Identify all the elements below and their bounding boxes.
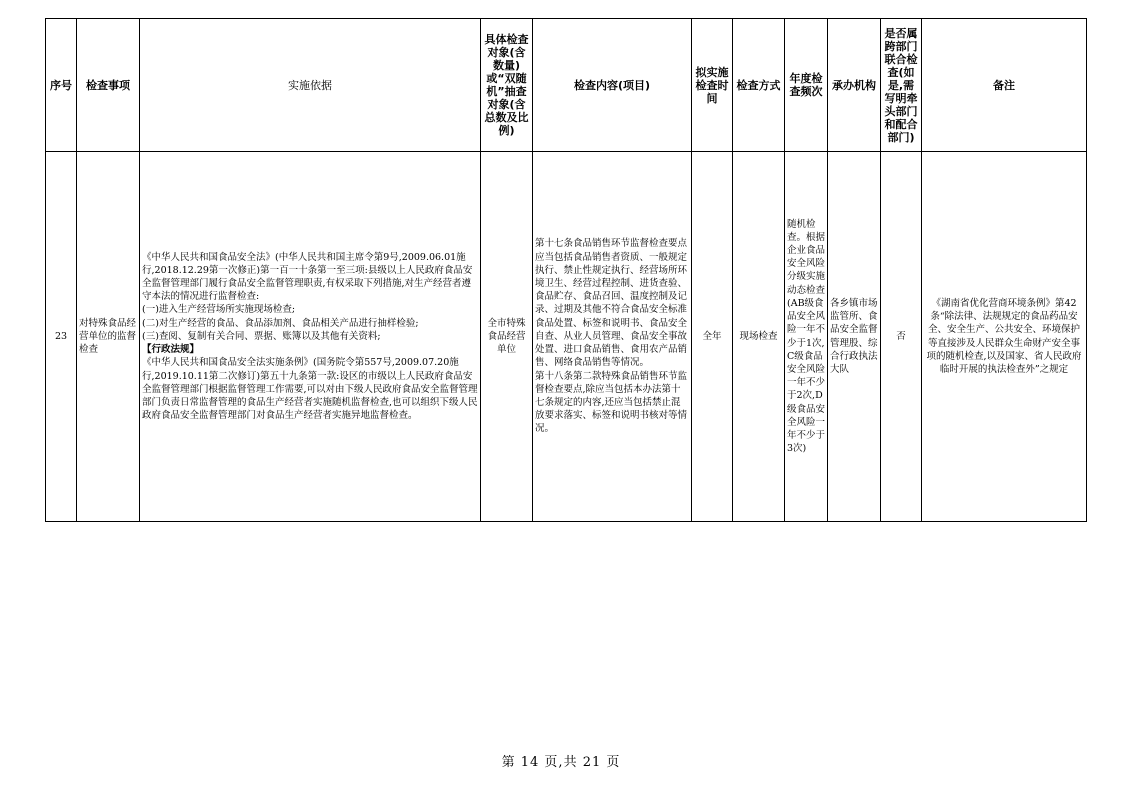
cell-content: 第十七条食品销售环节监督检查要点应当包括食品销售者资质、一般规定执行、禁止性规定执行、经营场所环境卫生、经营过程控制、进货查验、食品贮存、食品召回、温度控制及记录、过期及其他不符合食品安全标准食品处置、标签和说明书、食品安全自查、从业人员管理、食品安全事故处置、进口食品销售、食用农产品销售、网络食品销售等情况。 第十八条第二款特殊食品销售环节监督检查要点,除应当包括本办法第十七条规定的内容,还应当包括禁止混放要求落实、标签和说明书核对等情况。 xyxy=(533,152,692,522)
page-number: 第 14 页,共 21 页 xyxy=(501,755,621,770)
cell-agency: 各乡镇市场监管所、食品安全监督管理股、综合行政执法大队 xyxy=(828,152,881,522)
cell-seq: 23 xyxy=(46,152,77,522)
header-item: 检查事项 xyxy=(77,19,140,152)
cell-method: 现场检查 xyxy=(733,152,785,522)
cell-item: 对特殊食品经营单位的监督检查 xyxy=(77,152,140,522)
inspection-table xyxy=(45,18,1087,522)
header-time: 拟实施检查时间 xyxy=(692,19,733,152)
header-joint: 是否属跨部门联合检查(如是,需写明牵头部门和配合部门) xyxy=(881,19,922,152)
header-row xyxy=(46,19,1087,152)
header-content: 检查内容(项目) xyxy=(533,19,692,152)
basis-law-text: 《中华人民共和国食品安全法》(中华人民共和国主席令第9号,2009.06.01施行,2018.12.29第一次修正)第一百一十条第一至三项:县级以上人民政府食品安全监督管理部门履行食品安全监督管理职责,有权采取下列措施,对生产经营者遵守本法的情况进行监督检查: (一)进入生产经营场所实施现场检查; (二)对生产经营的食品、食品添加剂、食品相关产品进行抽样检验; (三)查阅、复制有关合同、票据、账簿以及其他有关资料; xyxy=(142,251,473,342)
header-method: 检查方式 xyxy=(733,19,785,152)
basis-regulation-text: 《中华人民共和国食品安全法实施条例》(国务院令第557号,2009.07.20施行,2019.10.11第二次修订)第五十九条第一款:设区的市级以上人民政府食品安全监督管理部门根据监督管理工作需要,可以对由下级人民政府食品安全监督管理部门负责日常监督管理的食品生产经营者实施随机监督检查,也可以组织下级人民政府食品安全监督管理部门对食品生产经营者实施异地监督检查。 xyxy=(142,357,478,422)
cell-target: 全市特殊食品经营单位 xyxy=(481,152,533,522)
table-row xyxy=(46,152,1087,522)
header-frequency: 年度检查频次 xyxy=(785,19,828,152)
cell-frequency: 随机检查。根据企业食品安全风险分级实施动态检查(AB级食品安全风险一年不少于1次,C级食品安全风险一年不少于2次,D级食品安全风险一年不少于3次) xyxy=(785,152,828,522)
header-agency: 承办机构 xyxy=(828,19,881,152)
cell-basis xyxy=(140,152,481,522)
cell-joint: 否 xyxy=(881,152,922,522)
basis-regulation-heading: 【行政法规】 xyxy=(142,344,200,356)
cell-remark: 《湖南省优化营商环境条例》第42条“除法律、法规规定的食品药品安全、安全生产、公共安全、环境保护等直接涉及人民群众生命财产安全事项的随机检查,以及国家、省人民政府临时开展的执法检查外”之规定 xyxy=(922,152,1087,522)
header-seq: 序号 xyxy=(46,19,77,152)
header-remark: 备注 xyxy=(922,19,1087,152)
cell-time: 全年 xyxy=(692,152,733,522)
header-basis: 实施依据 xyxy=(140,19,481,152)
header-target: 具体检查对象(含数量)或“双随机”抽查对象(含总数及比例) xyxy=(481,19,533,152)
